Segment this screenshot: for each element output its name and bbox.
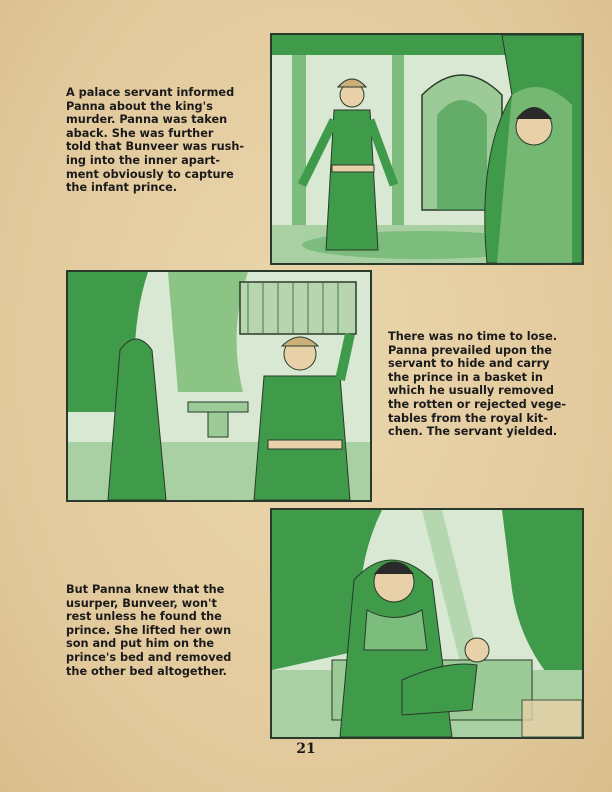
caption-panel-1: A palace servant informed Panna about the king's murder. Panna was taken aback. She was further told that Bunveer was rush- ing into the inner apart- ment obviously to capture the infant prince. [66, 86, 245, 195]
palace-hall-illustration [272, 35, 582, 263]
page-number: 21 [296, 741, 316, 757]
illustration-panel-1 [270, 33, 584, 265]
caption-panel-2: There was no time to lose. Panna prevailed upon the servant to hide and carry the prince in a basket in which he usually removed the rotten or rejected vege- tables from the royal kit- chen. The servant yielded. [388, 330, 567, 439]
basket-servant-illustration [68, 272, 370, 500]
prince-bed-illustration [272, 510, 582, 737]
illustration-panel-3 [270, 508, 584, 739]
illustration-panel-2 [66, 270, 372, 502]
caption-panel-3: But Panna knew that the usurper, Bunveer, won't rest unless he found the prince. She lifted her own son and put him on the prince's bed and removed the other bed altogether. [66, 583, 232, 678]
